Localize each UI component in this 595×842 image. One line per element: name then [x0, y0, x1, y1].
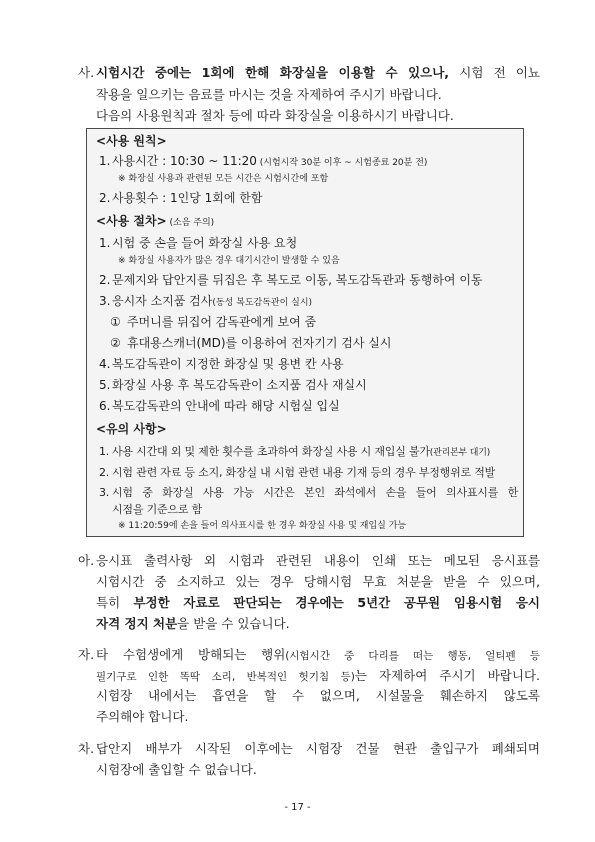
paragraph-line	[96, 592, 540, 613]
list-item	[87, 291, 523, 312]
paragraph-line: 다음의 사용원칙과 절차 등에 따라 화장실을 이용하시기 바랍니다.	[96, 108, 454, 123]
procedure-heading-text: <사용 절차>	[96, 214, 167, 228]
paragraph-line	[96, 666, 540, 687]
item-text: 화장실 사용 후 복도감독관이 소지품 검사 재실시	[112, 378, 367, 392]
procedure-heading-note: (소음 주의)	[166, 218, 215, 228]
parenthetical-text: 필기구로 인한 똑딱 소리, 반복적인 헛기침 등)	[96, 670, 355, 683]
restroom-rules-box	[86, 128, 524, 537]
emphasis-text: 시험시간 중에는 1회에 한해 화장실을 이용할 수 있으나,	[96, 65, 450, 80]
sub-item-number: ②	[110, 336, 121, 350]
sub-item	[87, 333, 523, 354]
item-number: 3.	[99, 486, 110, 499]
section-ja	[78, 645, 542, 728]
list-item	[87, 233, 523, 253]
item-number: 2.	[99, 466, 110, 479]
item-number: 2.	[99, 191, 111, 205]
item-number: 1.	[99, 445, 110, 458]
item-note: ※ 화장실 사용자가 많은 경우 대기시간이 발생할 수 있음	[118, 256, 340, 266]
paragraph-line: 주의해야 합니다.	[96, 709, 189, 725]
item-number: 1.	[99, 236, 111, 250]
emphasis-text: 자격 정지 처분	[96, 616, 178, 631]
sub-item-text: 휴대용스캐너(MD)를 이용하여 전자기기 검사 실시	[127, 336, 392, 350]
parenthetical-text: (시험시간 중 다리를 떠는 행동, 얼티펜 등	[285, 650, 540, 662]
item-text: 사용횟수 : 1인당 1회에 한함	[112, 191, 263, 205]
item-text-continuation: 시점을 기준으로 함	[112, 503, 203, 516]
list-item	[87, 442, 523, 462]
paragraph-line: 시험장에 출입할 수 없습니다.	[96, 762, 257, 777]
paragraph-line: 시험시간 중 소지하고 있는 경우 당해시험 무효 처분을 받을 수 있으며,	[96, 574, 540, 589]
item-text: 복도감독관의 안내에 따라 해당 시험실 입실	[112, 399, 340, 413]
list-item	[87, 151, 523, 172]
body-text: 는 자제하여 주시기 바랍니다.	[354, 667, 540, 683]
section-a	[78, 550, 542, 634]
item-text: 문제지와 답안지를 뒤집은 후 복도로 이동, 복도감독관과 동행하여 이동	[112, 273, 483, 287]
sub-item-number: ①	[110, 315, 121, 329]
item-text: 시험 중 손을 들어 화장실 사용 요청	[112, 236, 298, 250]
section-cha	[78, 738, 542, 780]
item-detail: (관리본부 대기)	[429, 448, 491, 458]
item-text: 시험 중 화장실 사용 가능 시간은 본인 좌석에서 손을 들어 의사표시를 한	[112, 486, 518, 499]
item-number: 2.	[99, 273, 111, 287]
list-item	[87, 375, 523, 396]
section-body	[96, 738, 540, 780]
section-label: 자.	[78, 647, 95, 662]
section-body	[96, 550, 540, 634]
body-text: 시험 전 이뇨	[449, 65, 541, 80]
item-number: 1.	[99, 154, 111, 168]
item-number: 5.	[99, 378, 111, 392]
paragraph-line: 시험장 내에서는 흡연을 할 수 없으며, 시설물을 훼손하지 않도록	[96, 688, 540, 704]
item-number: 3.	[99, 294, 111, 308]
item-number: 4.	[99, 357, 111, 371]
item-detail: (시험시작 30분 이후 ~ 시험종료 20분 전)	[256, 158, 428, 168]
paragraph-line: 작용을 일으키는 음료를 마시는 것을 자제하여 주시기 바랍니다.	[96, 86, 442, 102]
emphasis-text: 부정한 자료로 판단되는 경우에는 5년간 공무원 임용시험 응시	[133, 595, 540, 610]
section-label: 차.	[78, 741, 95, 756]
item-note: ※ 화장실 사용과 관련된 모든 시간은 시험시간에 포함	[118, 174, 329, 184]
list-item	[87, 462, 523, 483]
section-body	[96, 62, 540, 127]
body-text: 타 수험생에게 방해되는 행위	[96, 647, 286, 662]
sub-item-text: 주머니를 뒤집어 감독관에게 보여 줌	[127, 315, 317, 329]
list-item	[87, 269, 523, 291]
item-text: 복도감독관이 지정한 화장실 및 용변 칸 사용	[112, 357, 344, 371]
list-item	[87, 354, 523, 375]
section-label: 아.	[78, 553, 95, 568]
page-number: - 17 -	[284, 802, 311, 813]
section-label: 사.	[78, 65, 95, 80]
item-text: 사용 시간대 외 및 제한 횟수를 초과하여 화장실 사용 시 재입실 불가	[112, 445, 430, 458]
section-body	[96, 645, 540, 728]
list-item	[87, 483, 523, 502]
list-item	[87, 396, 523, 417]
principles-heading: <사용 원칙>	[96, 134, 167, 148]
body-text: 을 받을 수 있습니다.	[177, 616, 290, 631]
item-text: 사용시간 : 10:30 ~ 11:20	[112, 154, 257, 168]
section-sa	[78, 62, 542, 127]
paragraph-line: 응시표 출력사항 외 시험과 관련된 내용이 인쇄 또는 메모된 응시표를	[96, 553, 540, 568]
paragraph-line	[96, 62, 540, 84]
paragraph-line: 답안지 배부가 시작된 이후에는 시험장 건물 현관 출입구가 폐쇄되며	[96, 741, 540, 756]
sub-item	[87, 312, 523, 333]
cautions-heading: <유의 사항>	[96, 422, 167, 436]
paragraph-line	[96, 645, 540, 666]
item-text: 시험 관련 자료 등 소지, 화장실 내 시험 관련 내용 기재 등의 경우 부정행위로 적발	[112, 466, 496, 479]
list-item	[87, 187, 523, 209]
body-text: 특히	[96, 595, 134, 610]
item-detail: (동성 복도감독관이 실시)	[212, 298, 313, 308]
paragraph-line	[96, 613, 540, 634]
item-number: 6.	[99, 399, 111, 413]
procedure-heading	[87, 209, 523, 233]
item-text: 응시자 소지품 검사	[112, 294, 213, 308]
item-note: ※ 11:20:59에 손을 들어 의사표시를 한 경우 화장실 사용 및 재입실 가능	[118, 521, 407, 531]
